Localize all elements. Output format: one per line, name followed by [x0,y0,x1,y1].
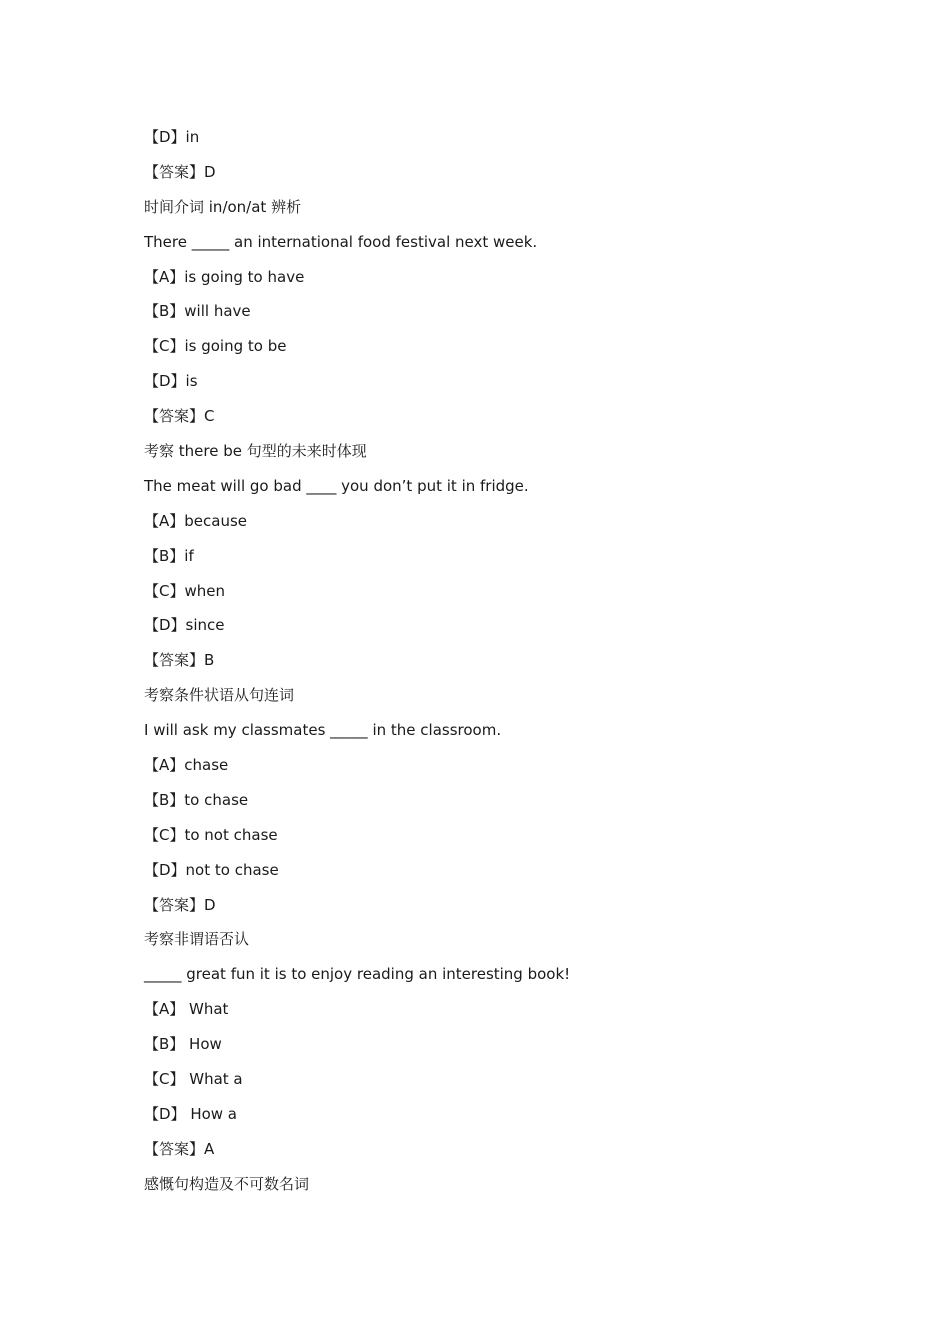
option-b-line: 【B】to chase [144,790,249,809]
question-line: _____ great fun it is to enjoy reading an interesting book! [144,965,571,984]
question-line: I will ask my classmates _____ in the classroom. [144,721,502,740]
option-a-line: 【A】chase [144,756,229,775]
document-body [144,120,824,1202]
option-b-line: 【B】 How [144,1035,222,1054]
option-c-line: 【C】is going to be [144,337,287,356]
option-a-line: 【A】 What [144,1000,229,1019]
question-line: The meat will go bad ____ you don’t put it in fridge. [144,476,529,495]
option-d-line: 【D】since [144,616,225,635]
option-d-line: 【D】in [144,128,200,146]
explanation-line: 考察非谓语否认 [144,930,250,949]
option-a-line: 【A】because [144,511,248,530]
answer-line: 【答案】A [144,1139,215,1158]
answer-line: 【答案】D [144,162,216,181]
explanation-line: 考察条件状语从句连词 [144,686,295,705]
explanation-line: 时间介词 in/on/at 辨析 [144,197,302,216]
option-b-line: 【B】if [144,546,194,565]
option-d-line: 【D】is [144,372,198,391]
option-c-line: 【C】to not chase [144,825,278,844]
option-d-line: 【D】not to chase [144,860,279,879]
option-d-line: 【D】 How a [144,1104,238,1123]
explanation-line: 考察 there be 句型的未来时体现 [144,442,367,461]
explanation-line: 感慨句构造及不可数名词 [144,1174,310,1193]
option-b-line: 【B】will have [144,302,251,321]
option-c-line: 【C】 What a [144,1070,243,1089]
answer-line: 【答案】D [144,895,216,914]
option-c-line: 【C】when [144,581,225,600]
option-a-line: 【A】is going to have [144,267,305,286]
question-line: There _____ an international food festival next week. [144,232,538,251]
answer-line: 【答案】B [144,651,215,670]
answer-line: 【答案】C [144,407,215,426]
